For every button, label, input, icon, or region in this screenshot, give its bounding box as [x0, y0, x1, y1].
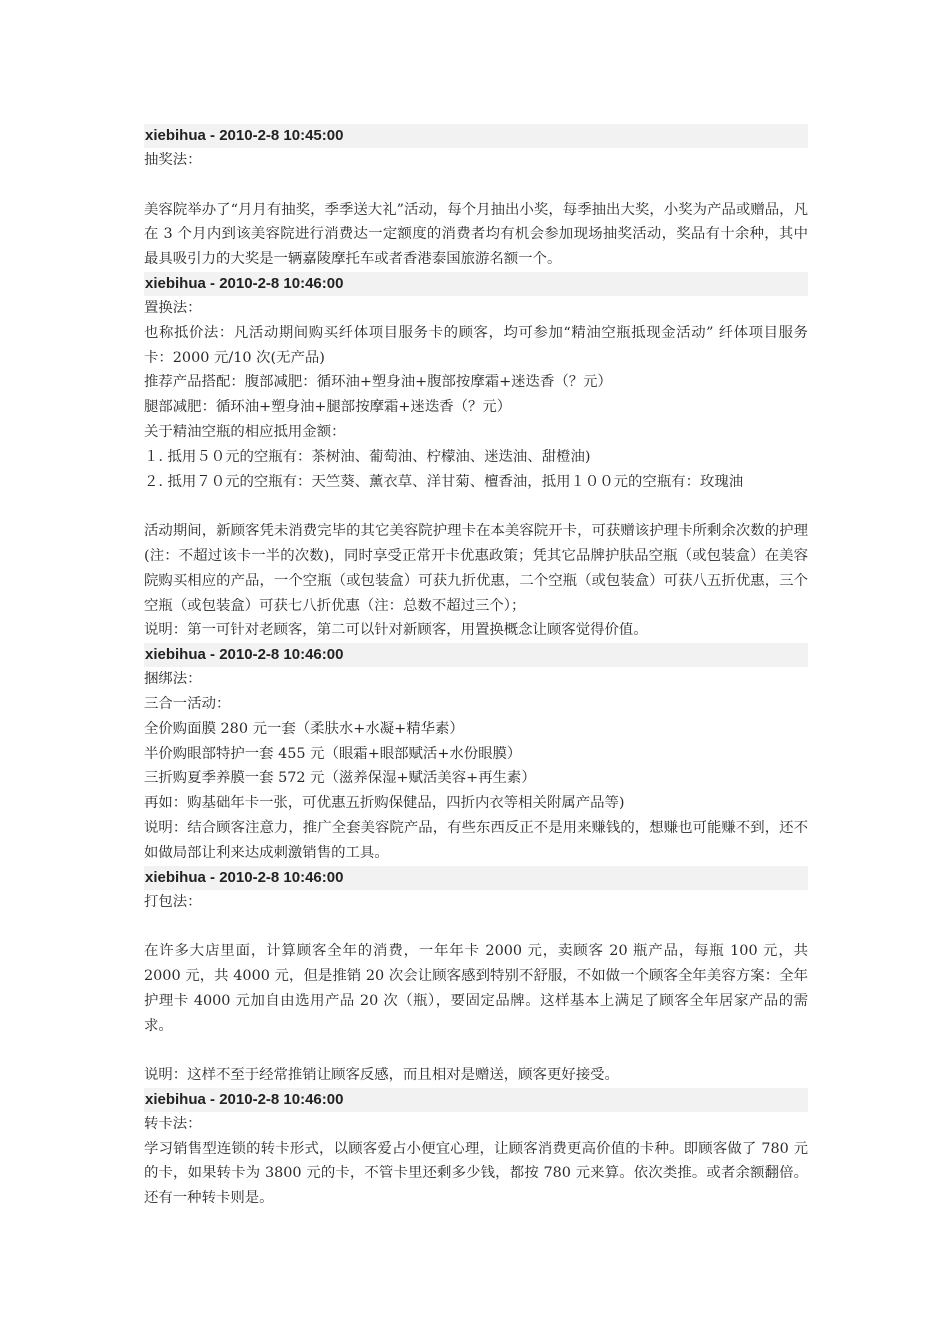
- post: [144, 124, 808, 272]
- post-body: [144, 1112, 808, 1211]
- post-header: xiebihua - 2010-2-8 10:45:00: [144, 124, 808, 148]
- post: [144, 866, 808, 1088]
- paragraph: 推荐产品搭配：腹部减肥：循环油+塑身油+腹部按摩霜+迷迭香（？元）: [144, 374, 612, 391]
- post: [144, 1088, 808, 1211]
- post-timestamp: 2010-2-8 10:46:00: [219, 274, 344, 292]
- paragraph: 说明：这样不至于经常推销让顾客反感，而且相对是赠送，顾客更好接受。: [144, 1067, 619, 1084]
- paragraph: 学习销售型连锁的转卡形式，以顾客爱占小便宜心理，让顾客消费更高价值的卡种。即顾客做了 780 元的卡，如果转卡为 3800 元的卡，不管卡里还剩多少钱，都按 780 元来算。依次类推。或者余额翻倍。还有一种转卡则是。: [144, 1140, 808, 1207]
- paragraph: 关于精油空瓶的相应抵用金额：: [144, 423, 346, 440]
- section-title: 置换法：: [144, 299, 202, 316]
- post-body: [144, 667, 808, 865]
- blank-line: [144, 173, 808, 198]
- post: [144, 643, 808, 865]
- paragraph: 半价购眼部特护一套 455 元（眼霜+眼部赋活+水份眼膜）: [144, 745, 522, 762]
- post-body: [144, 890, 808, 1088]
- paragraph: 再如：购基础年卡一张，可优惠五折购保健品，四折内衣等相关附属产品等): [144, 795, 625, 812]
- paragraph: 美容院举办了“月月有抽奖，季季送大礼”活动，每个月抽出小奖，每季抽出大奖，小奖为产品或赠品，凡在 3 个月内到该美容院进行消费达一定额度的消费者均有机会参加现场抽奖活动，奖品有十余种，其中最具吸引力的大奖是一辆嘉陵摩托车或者香港泰国旅游名额一个。: [144, 201, 808, 268]
- post-timestamp: 2010-2-8 10:46:00: [219, 868, 344, 886]
- paragraph: 三合一活动：: [144, 695, 231, 712]
- paragraph: 也称抵价法：凡活动期间购买纤体项目服务卡的顾客，均可参加“精油空瓶抵现金活动” 纤体项目服务卡：2000 元/10 次(无产品): [144, 324, 808, 366]
- paragraph: 腿部减肥：循环油+塑身油+腿部按摩霜+迷迭香（？元）: [144, 399, 512, 416]
- post-author: xiebihua: [145, 127, 206, 144]
- post-author: xiebihua: [145, 1090, 206, 1108]
- blank-line: [144, 1038, 808, 1063]
- post-header: xiebihua - 2010-2-8 10:46:00: [144, 272, 808, 296]
- post-body: [144, 148, 808, 272]
- section-title: 转卡法：: [144, 1115, 202, 1132]
- post-header: xiebihua - 2010-2-8 10:46:00: [144, 643, 808, 667]
- post-author: xiebihua: [145, 646, 206, 664]
- post-body: [144, 296, 808, 643]
- paragraph: 说明：第一可针对老顾客，第二可以针对新顾客，用置换概念让顾客觉得价值。: [144, 622, 648, 639]
- post-author: xiebihua: [145, 868, 206, 886]
- blank-line: [144, 914, 808, 939]
- post-timestamp: 2010-2-8 10:45:00: [219, 127, 344, 144]
- paragraph: 在许多大店里面，计算顾客全年的消费，一年年卡 2000 元，卖顾客 20 瓶产品，每瓶 100 元，共 2000 元，共 4000 元，但是推销 20 次会让顾客感到特别不舒服，不如做一个顾客全年美容方案：全年护理卡 4000 元加自由选用产品 20 次（瓶），要固定品牌。这样基本上满足了顾客全年居家产品的需求。: [144, 943, 808, 1034]
- post-author: xiebihua: [145, 274, 206, 292]
- section-title: 抽奖法：: [144, 152, 202, 168]
- section-title: 捆绑法：: [144, 671, 202, 688]
- paragraph: 说明：结合顾客注意力，推广全套美容院产品，有些东西反正不是用来赚钱的，想赚也可能赚不到，还不如做局部让利来达成刺激销售的工具。: [144, 819, 808, 861]
- post-header: xiebihua - 2010-2-8 10:46:00: [144, 866, 808, 890]
- paragraph: 三折购夏季养膜一套 572 元（滋养保湿+赋活美容+再生素）: [144, 770, 536, 787]
- list-item: ２. 抵用７０元的空瓶有：天竺葵、薰衣草、洋甘菊、檀香油，抵用１００元的空瓶有：玫瑰油: [144, 473, 744, 490]
- list-item: １. 抵用５０元的空瓶有：茶树油、葡萄油、柠檬油、迷迭油、甜橙油): [144, 448, 591, 465]
- section-title: 打包法：: [144, 893, 202, 910]
- paragraph: 活动期间，新顾客凭未消费完毕的其它美容院护理卡在本美容院开卡，可获赠该护理卡所剩余次数的护理(注：不超过该卡一半的次数)，同时享受正常开卡优惠政策；凭其它品牌护肤品空瓶（或包装盒）在美容院购买相应的产品，一个空瓶（或包装盒）可获九折优惠，二个空瓶（或包装盒）可获八五折优惠，三个空瓶（或包装盒）可获七八折优惠（注：总数不超过三个）；: [144, 523, 808, 614]
- post: [144, 272, 808, 643]
- post-header: xiebihua - 2010-2-8 10:46:00: [144, 1088, 808, 1112]
- post-timestamp: 2010-2-8 10:46:00: [219, 1090, 344, 1108]
- paragraph: 全价购面膜 280 元一套（柔肤水+水凝+精华素）: [144, 720, 464, 737]
- post-timestamp: 2010-2-8 10:46:00: [219, 646, 344, 664]
- forum-thread: [144, 124, 808, 1211]
- blank-line: [144, 494, 808, 519]
